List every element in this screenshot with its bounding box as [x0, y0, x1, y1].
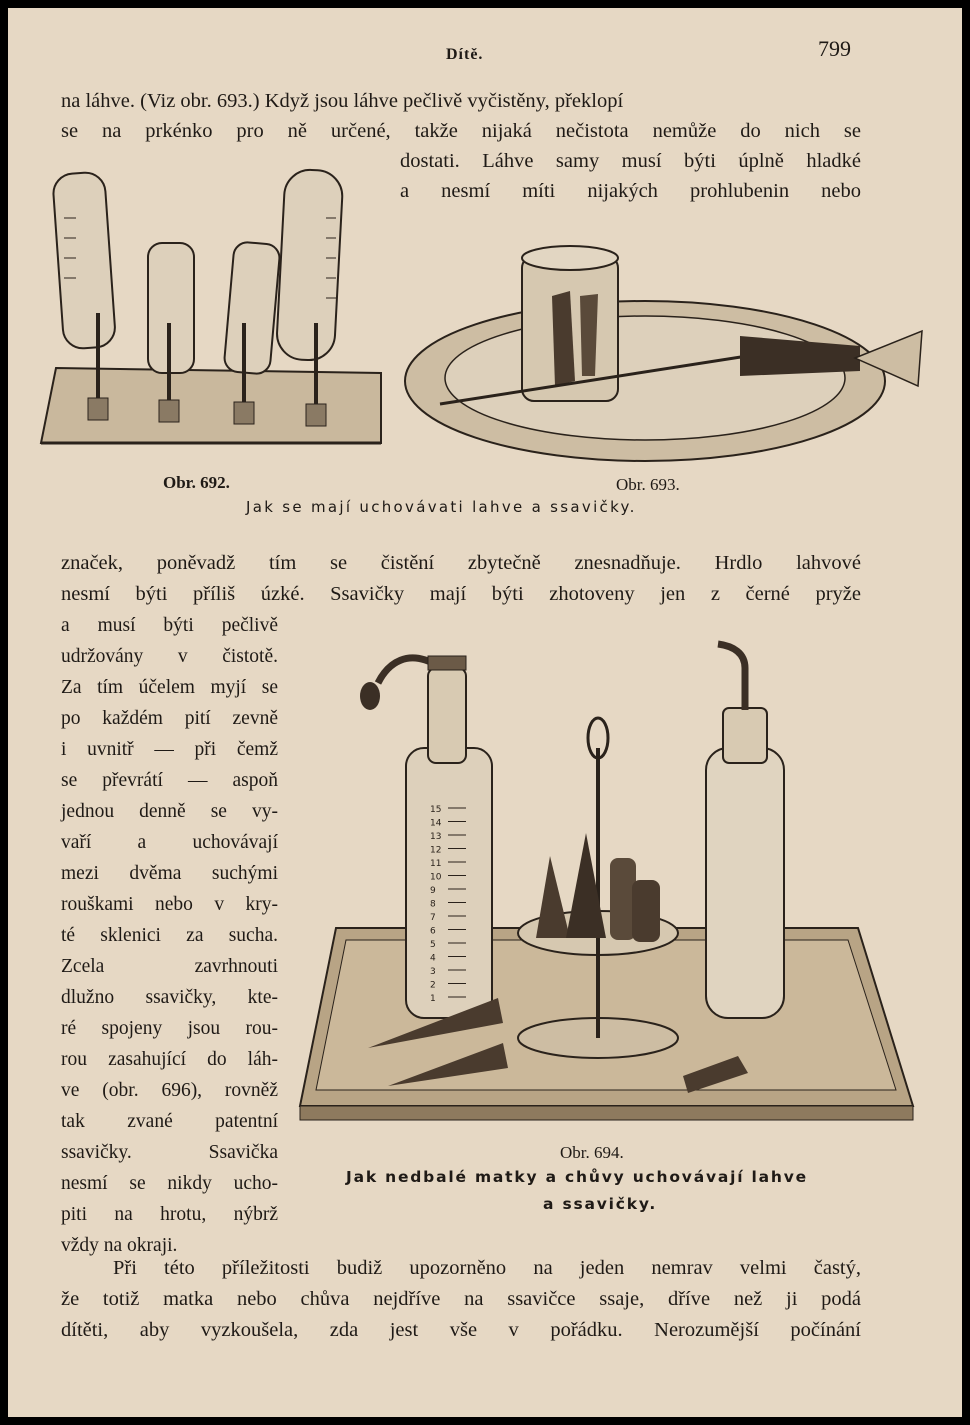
figure-top-caption: Jak se mají uchovávati lahve a ssavičky. — [246, 498, 637, 516]
side-text-line: vždy na okraji. — [61, 1235, 178, 1256]
side-text-line: rou zasahující do láh- — [61, 1049, 278, 1070]
side-text-line: ré spojeny jsou rou- — [61, 1018, 278, 1039]
book-page — [8, 8, 962, 1417]
scale-label: 1 — [430, 994, 436, 1004]
side-text-line: nesmí se nikdy ucho- — [61, 1173, 278, 1194]
scale-label: 15 — [430, 805, 442, 815]
side-text-line: Zcela zavrhnouti — [61, 956, 278, 977]
side-text-line: rouškami nebo v kry- — [61, 894, 278, 915]
text-line: na láhve. (Viz obr. 693.) Když jsou láhve pečlivě vyčistěny, překlopí — [61, 90, 624, 112]
scale-label: 12 — [430, 845, 442, 856]
text-line: dostati. Láhve samy musí býti úplně hladké — [400, 150, 861, 172]
side-text-line: udržovány v čistotě. — [61, 646, 278, 667]
side-text-line: i uvnitř — při čemž — [61, 739, 278, 760]
scale-label: 9 — [430, 886, 436, 896]
scale-label: 7 — [430, 913, 436, 923]
figure-693-label: Obr. 693. — [616, 475, 680, 494]
text-line: se na prkénko pro ně určené, takže nijaká nečistota nemůže do nich se — [61, 120, 861, 142]
side-text-line: dlužno ssavičky, kte- — [61, 987, 278, 1008]
side-text-line: vaří a uchovávají — [61, 832, 278, 853]
text-line: Při této příležitosti budiž upozorněno na jeden nemrav velmi častý, — [113, 1257, 861, 1279]
text-line: dítěti, aby vyzkoušela, zda jest vše v pořádku. Nerozumější počínání — [61, 1319, 861, 1341]
scale-label: 5 — [430, 940, 436, 950]
scale-label: 2 — [430, 980, 436, 991]
scale-label: 10 — [430, 872, 442, 883]
figure-694-caption-line: a ssavičky. — [543, 1195, 658, 1213]
scale-label: 6 — [430, 926, 436, 937]
side-text-line: Za tím účelem myjí se — [61, 677, 278, 698]
figure-694-label: Obr. 694. — [560, 1143, 624, 1162]
text-line: a nesmí míti nijakých prohlubenin nebo — [400, 180, 861, 202]
scale-label: 13 — [430, 832, 442, 842]
side-text-line: ve (obr. 696), rovněž — [61, 1080, 278, 1101]
text-line: značek, poněvadž tím se čistění zbytečně znesnadňuje. Hrdlo lahvové — [61, 552, 861, 574]
figure-692-label: Obr. 692. — [163, 473, 230, 492]
figure-693-illustration — [400, 236, 925, 471]
figure-692-illustration — [36, 158, 396, 458]
side-text-line: piti na hrotu, nýbrž — [61, 1204, 278, 1225]
side-text-line: té sklenici za sucha. — [61, 925, 278, 946]
figure-694-caption-line: Jak nedbalé matky a chůvy uchovávají lahve — [346, 1168, 808, 1186]
side-text-line: se převrátí — aspoň — [61, 770, 278, 791]
scale-label: 8 — [430, 899, 436, 910]
scale-label: 14 — [430, 818, 442, 829]
scale-label: 4 — [430, 953, 436, 964]
side-text-line: jednou denně se vy- — [61, 801, 278, 822]
side-text-line: a musí býti pečlivě — [61, 615, 278, 636]
text-line: nesmí býti příliš úzké. Ssavičky mají býti zhotoveny jen z černé pryže — [61, 583, 861, 605]
side-text-line: mezi dvěma suchými — [61, 863, 278, 884]
side-text-line: ssavičky. Ssavička — [61, 1142, 278, 1163]
figure-694-illustration — [288, 628, 928, 1148]
page-number: 799 — [818, 36, 851, 61]
side-text-line: tak zvané patentní — [61, 1111, 278, 1132]
running-header: Dítě. — [446, 46, 484, 63]
text-line: že totiž matka nebo chůva nejdříve na ssavičce ssaje, dříve než ji podá — [61, 1288, 861, 1310]
scale-label: 11 — [430, 859, 442, 869]
scale-label: 3 — [430, 967, 436, 977]
side-text-line: po každém pití zevně — [61, 708, 278, 729]
